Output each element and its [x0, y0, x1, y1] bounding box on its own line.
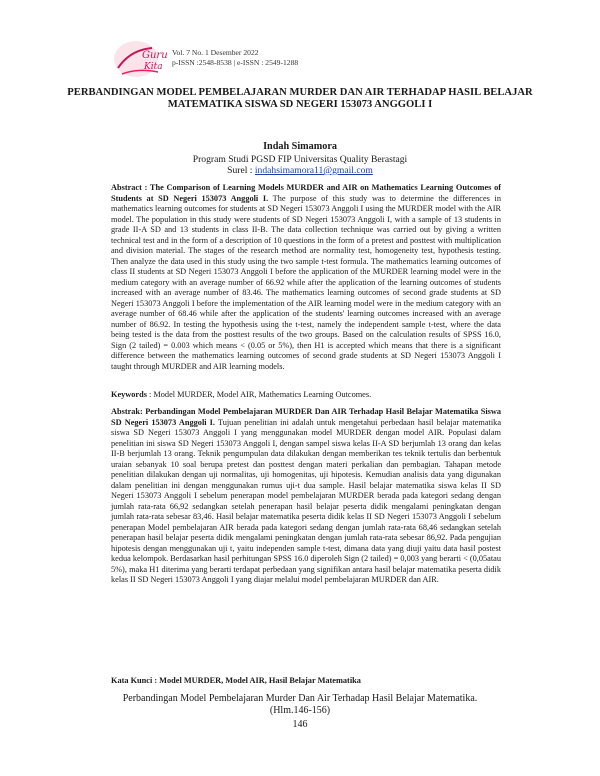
abstract-english — [111, 183, 501, 372]
svg-text:Kita: Kita — [144, 62, 163, 72]
abstract-indonesian-heading: Abstrak: Perbandingan Model Pembelajaran MURDER Dan AIR Terhadap Hasil Belajar Matematika Siswa SD Negeri 153073 Anggoli I. — [111, 407, 501, 427]
abstract-english-heading: Abstract : The Comparison of Learning Models MURDER and AIR on Mathematics Learning Outcomes of Students at SD Negeri 153073 Anggoli I. — [111, 183, 501, 203]
svg-text:Guru: Guru — [142, 50, 168, 61]
journal-volume: Vol. 7 No. 1 Desember 2022 — [172, 48, 259, 57]
email-label: Surel : — [227, 165, 253, 176]
paper-title: PERBANDINGAN MODEL PEMBELAJARAN MURDER DAN AIR TERHADAP HASIL BELAJAR MATEMATIKA SISWA SD NEGERI 153073 ANGGOLI I — [67, 87, 533, 110]
author-email-line — [0, 165, 600, 176]
journal-logo — [112, 38, 168, 80]
abstract-indonesian-body: Tujuan penelitian ini adalah untuk mengetahui perbedaan hasil belajar matematika siswa SD Negeri 153073 Anggoli I yang menggunakan model MURDER dengan model AIR. Populasi dalam penelitian ini siswa SD Negeri 153073 Anggoli I, dengan sampel siswa kelas II-A SD berjumlah 13 orang dan kelas II-B berjumlah 13 orang. Teknik pengumpulan data dilakukan dengan memberikan tes teknik tertulis dan berbentuk uraian sebanyak 10 soal berupa pretest dan posttest dengan materi perkalian dan pembagian. Tahapan metode penelitian dilakukan dengan uji normalitas, uji homogenitas, uji hipotesis. Kemudian analisis data yang digunakan dalam penelitian ini dengan menggunakan rumus uji-t dua sample. Hasil belajar matematika siswa kelas II SD Negeri 153073 Anggoli I sebelum penerapan model pembelajaran MURDER berada pada kategori sedang dengan jumlah rata-rata 66,92 sedangkan setelah penerapan hasil belajar peserta didik mengalami peningkatan dengan jumlah rata-rata sebesar 83,46. Hasil belajar matematika peserta didik kelas II SD Negeri 153073 Anggoli I sebelum penerapan Model pembelajaran AIR berada pada kategori sedang dengan jumlah rata-rata 68,46 sedangkan setelah penerapan hasil belajar peserta didik mengalami peningkatan dengan jumlah rata-rata sebesar 86,92. Pada pengujian hipotesis dengan menggunakan uji t, yaitu independen sample t-test, dimana data yang diuji yaitu data hasil postest kedua kelompok. Berdasarkan hasil perhitungan SPSS 16.0 diperoleh Sign (2 tailed) = 0,003 yang berarti < (0,05atau 5%), maka H1 diterima yang berarti terdapat perbedaan yang signifikan antara hasil belajar matematika peserta didik kelas II SD Negeri 153073 Anggoli I yang diajar melalui model pembelajaran MURDER dan AIR. — [111, 417, 501, 584]
abstract-indonesian — [111, 407, 501, 586]
abstract-english-body: The purpose of this study was to determine the differences in mathematics learning outcomes for students at SD Negeri 153073 Anggoli I using the MURDER model with the AIR model. The population in this study were students of SD Negeri 153073 Anggoli I, with a sample of 13 students in grade II-A SD and 13 students in class II-B. The data collection technique was carried out by giving a written technical test and in the form of a description of 10 questions in the form of a pretest and posttest with multiplication and division material. The stages of the research method are normality test, homogeneity test, hypothesis testing. Then analyze the data used in this study using the two sample t-test formula. The mathematics learning outcomes of class II students at SD Negeri 153073 Anggoli I before the application of the MURDER learning model were in the medium category with an average number of 66.92 while after the application of the learning outcomes of students increased with an average number of 83.46. The mathematics learning outcomes of second grade students at SD Negeri 153073 Anggoli I before the implementation of the AIR learning model were in the medium category with an average number of 68.46 while after the application of the students' learning outcomes increased with an average number of 86.92. In testing the hypothesis using the t-test, namely the independent sample t-test, where the data being tested is the data from the posttest results of the two groups. Based on the calculation results of SPSS 16.0, Sign (2 tailed) = 0.003 which means < (0.05 or 5%), then H1 is accepted which means that there is a significant difference between the mathematics learning outcomes of second grade students at SD Negeri 153073 Anggoli I taught through MURDER and AIR learning models. — [111, 193, 502, 371]
keywords-english-label: Keywords — [111, 390, 147, 399]
footer-running-title: Perbandingan Model Pembelajaran Murder Dan Air Terhadap Hasil Belajar Matematika. — [122, 693, 478, 704]
author-affiliation: Program Studi PGSD FIP Universitas Quality Berastagi — [192, 154, 408, 165]
footer-page-range: (Hlm.146-156) — [269, 705, 331, 716]
keywords-indonesian — [111, 676, 501, 687]
author-name: Indah Simamora — [263, 141, 337, 152]
keywords-english — [111, 390, 501, 401]
keywords-indonesian-text: Kata Kunci : Model MURDER, Model AIR, Hasil Belajar Matematika — [111, 676, 361, 685]
page-number: 146 — [292, 719, 308, 730]
page-footer — [0, 693, 600, 717]
journal-info — [172, 48, 298, 68]
keywords-english-text: : Model MURDER, Model AIR, Mathematics Learning Outcomes. — [146, 390, 372, 399]
email-link[interactable]: indahsimamora11@gmail.com — [254, 165, 373, 176]
journal-issn: p-ISSN :2548-8538 | e-ISSN : 2549-1288 — [172, 58, 299, 67]
